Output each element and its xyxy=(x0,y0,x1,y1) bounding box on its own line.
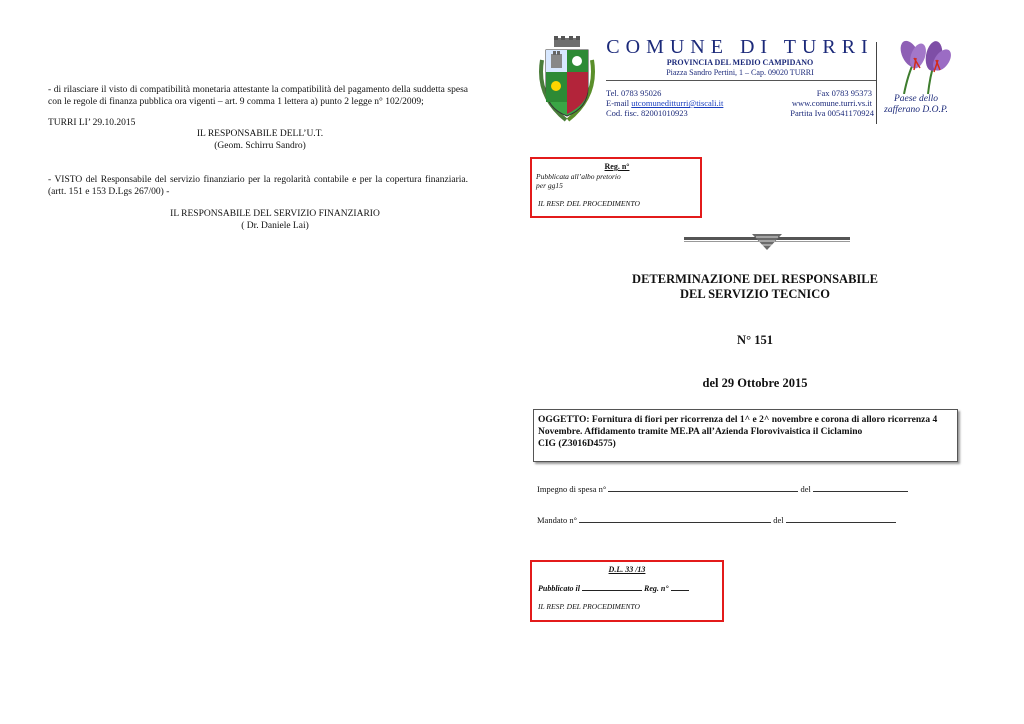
publication-box xyxy=(530,157,702,218)
oggetto-text xyxy=(538,414,956,450)
determina-title-line1: DETERMINAZIONE DEL RESPONSABILE xyxy=(632,272,878,286)
dl33-title: D.L. 33 /13 xyxy=(608,565,646,574)
signature-ut-name: (Geom. Schirru Sandro) xyxy=(214,141,306,151)
fax: Fax 0783 95373 xyxy=(816,88,872,98)
impegno-number-field[interactable] xyxy=(608,483,798,492)
impegno-label: Impegno di spesa n° xyxy=(537,484,607,494)
mandato-line xyxy=(537,514,896,525)
mandato-number-field[interactable] xyxy=(579,514,771,523)
dl33-reg-field[interactable] xyxy=(671,582,689,591)
oggetto-box xyxy=(533,409,958,462)
header-divider xyxy=(606,80,876,81)
address-line: Piazza Sandro Pertini, 1 – Cap. 09020 TURRI xyxy=(666,68,814,77)
slogan-line2: zafferano D.O.P. xyxy=(884,105,948,115)
left-paragraph-visto-finanziario: - VISTO del Responsabile del servizio finanziario per la regolarità contabile e per la copertura finanziaria. (artt. 151 e 153 D.Lgs 267/00) - xyxy=(48,175,468,197)
impegno-line xyxy=(537,483,908,494)
left-paragraph-visto-compatibilita: - di rilasciare il visto di compatibilità monetaria attestante la compatibilità del pagamento della suddetta spesa con le regole di finanza pubblica ora vigenti – art. 9 comma 1 lettera a) punto 2 legge n° 102/2009; xyxy=(48,85,468,107)
signature-fin-title: IL RESPONSABILE DEL SERVIZIO FINANZIARIO xyxy=(170,209,380,219)
dl33-box xyxy=(530,560,724,622)
email-label: E-mail xyxy=(606,98,632,108)
determina-date: del 29 Ottobre 2015 xyxy=(702,376,808,390)
email-row xyxy=(606,98,723,108)
publication-text xyxy=(536,172,621,190)
determina-title xyxy=(620,272,890,302)
dl33-pubblicato-field[interactable] xyxy=(582,582,642,591)
saffron-flower-icon xyxy=(884,38,956,94)
dl33-reg-label: Reg. n° xyxy=(644,584,669,593)
oggetto-line1: OGGETTO: Fornitura di fiori per ricorrenza del 1^ e 2^ novembre e corona di alloro ricorrenza 4 xyxy=(538,415,938,425)
impegno-del: del xyxy=(800,484,811,494)
municipal-coat-of-arms-icon xyxy=(536,36,598,124)
determina-title-line2: DEL SERVIZIO TECNICO xyxy=(679,287,831,301)
dl33-pubblicato-row xyxy=(538,582,689,593)
publication-line1: Pubblicata all’albo pretorio xyxy=(536,172,621,181)
signature-ut-title: IL RESPONSABILE DELL’U.T. xyxy=(196,129,324,139)
codice-fiscale: Cod. fisc. 82001010923 xyxy=(606,108,688,118)
mandato-date-field[interactable] xyxy=(786,514,896,523)
left-date-line: TURRI LI’ 29.10.2015 xyxy=(48,118,136,128)
slogan-line1: Paese dello xyxy=(893,94,939,104)
publication-line2: per gg15 xyxy=(536,181,563,190)
oggetto-line2: Novembre. Affidamento tramite ME.PA all’Azienda Florovivaistica il Ciclamino xyxy=(538,427,863,437)
slogan xyxy=(876,94,956,116)
telephone: Tel. 0783 95026 xyxy=(606,88,662,98)
determina-number: N° 151 xyxy=(737,333,773,347)
dl33-pubblicato-label: Pubblicato il xyxy=(538,584,580,593)
signature-fin-name: ( Dr. Daniele Lai) xyxy=(241,221,309,231)
website: www.comune.turri.vs.it xyxy=(791,98,872,108)
oggetto-line3: CIG (Z3016D4575) xyxy=(538,439,616,449)
decorative-separator xyxy=(684,230,850,252)
mandato-del: del xyxy=(773,515,784,525)
comune-title: COMUNE DI TURRI xyxy=(606,36,874,58)
impegno-date-field[interactable] xyxy=(813,483,908,492)
left-signature-finanziario xyxy=(140,208,410,232)
left-signature-ut xyxy=(160,128,360,152)
province-line: PROVINCIA DEL MEDIO CAMPIDANO xyxy=(666,58,814,67)
mandato-label: Mandato n° xyxy=(537,515,577,525)
partita-iva: Partita Iva 00541170924 xyxy=(790,108,874,118)
email-link[interactable]: utcomuneditturri@tiscali.it xyxy=(631,98,724,108)
publication-reg-label: Reg. n° xyxy=(604,162,630,171)
publication-resp: IL RESP. DEL PROCEDIMENTO xyxy=(538,199,640,208)
dl33-resp: IL RESP. DEL PROCEDIMENTO xyxy=(538,602,640,611)
